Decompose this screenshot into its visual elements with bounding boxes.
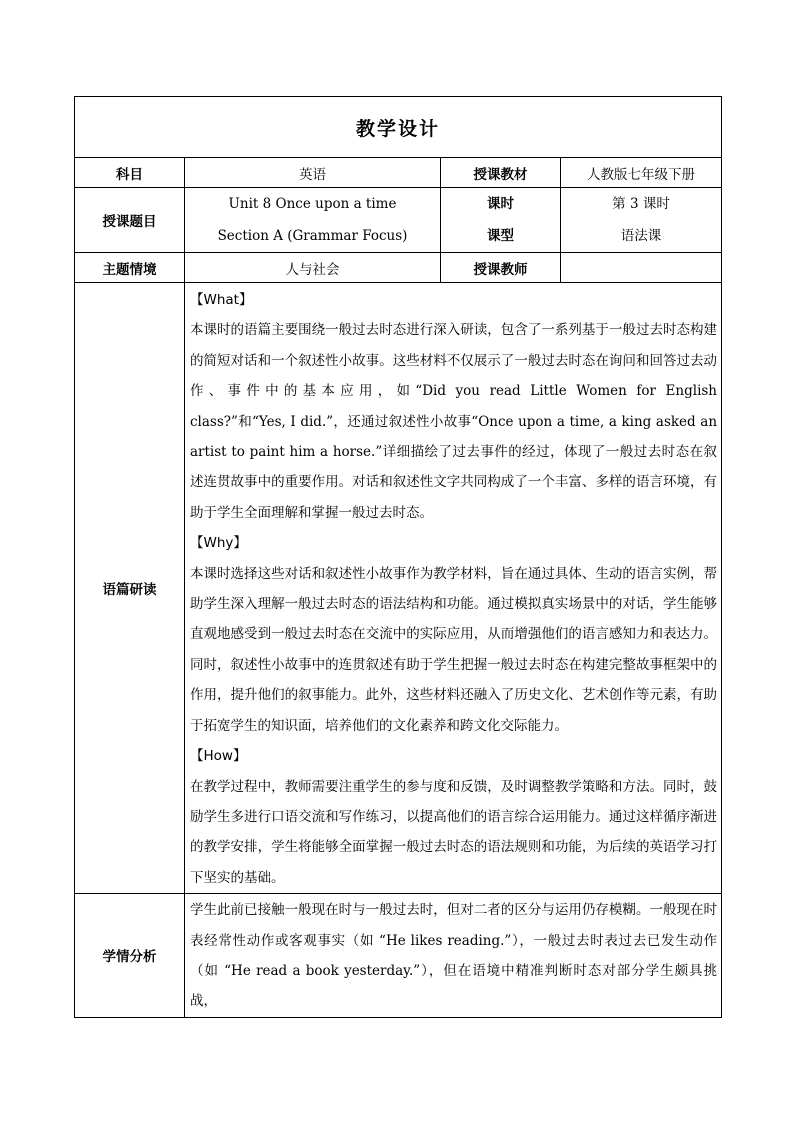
period-type-values <box>561 188 722 253</box>
period-type-labels <box>441 188 561 253</box>
text-study-content <box>185 283 722 894</box>
topic-value <box>185 188 441 253</box>
page-title: 教学设计 <box>75 97 722 158</box>
how-paragraph: 在教学过程中，教师需要注重学生的参与度和反馈，及时调整教学策略和方法。同时，鼓励学生多进行口语交流和写作练习，以提高他们的语言综合运用能力。通过这样循序渐进的教学安排，学生将能够全面掌握一般过去时态的语法规则和功能，为后续的英语学习打下坚实的基础。 <box>190 778 718 886</box>
analysis-content: 学生此前已接触一般现在时与一般过去时，但对二者的区分与运用仍存模糊。一般现在时表经常性动作或客观事实（如 “He likes reading.”），一般过去时表过去已发生动作（如 “He read a book yesterday.”），但在语境中精准判断时态对部分学生颇具挑战， <box>185 894 722 1018</box>
text-study-label: 语篇研读 <box>75 283 185 894</box>
period-label: 课时 <box>487 196 514 212</box>
type-label: 课型 <box>487 228 514 244</box>
subject-label: 科目 <box>75 158 185 188</box>
theme-value: 人与社会 <box>185 253 441 283</box>
textbook-label: 授课教材 <box>441 158 561 188</box>
textbook-value: 人教版七年级下册 <box>561 158 722 188</box>
period-value: 第 3 课时 <box>612 196 670 212</box>
subject-value: 英语 <box>185 158 441 188</box>
what-heading: 【What】 <box>190 292 253 308</box>
why-heading: 【Why】 <box>190 535 247 552</box>
theme-label: 主题情境 <box>75 253 185 283</box>
what-paragraph: 本课时的语篇主要围绕一般过去时态进行深入研读，包含了一系列基于一般过去时态构建的简短对话和一个叙述性小故事。这些材料不仅展示了一般过去时态在询问和回答过去动作、事件中的基本应用，如“Did you read Little Women for English class?”和“Yes, I did.”，还通过叙述性小故事“Once upon a time, a king asked an artist to paint him a horse.”详细描绘了过去事件的经过，体现了一般过去时态在叙述连贯故事中的重要作用。对话和叙述性文字共同构成了一个丰富、多样的语言环境，有助于学生全面理解和掌握一般过去时态。 <box>190 322 718 521</box>
type-value: 语法课 <box>620 228 662 244</box>
analysis-label: 学情分析 <box>75 894 185 1018</box>
teacher-label: 授课教师 <box>441 253 561 283</box>
lesson-design-table <box>74 96 722 1018</box>
topic-line-2: Section A (Grammar Focus) <box>217 228 408 244</box>
why-paragraph: 本课时选择这些对话和叙述性小故事作为教学材料，旨在通过具体、生动的语言实例，帮助学生深入理解一般过去时态的语法结构和功能。通过模拟真实场景中的对话，学生能够直观地感受到一般过去时态在交流中的实际应用，从而增强他们的语言感知力和表达力。同时，叙述性小故事中的连贯叙述有助于学生把握一般过去时态在构建完整故事框架中的作用，提升他们的叙事能力。此外，这些材料还融入了历史文化、艺术创作等元素，有助于拓宽学生的知识面，培养他们的文化素养和跨文化交际能力。 <box>190 565 718 734</box>
teacher-value <box>561 253 722 283</box>
topic-label: 授课题目 <box>75 188 185 253</box>
how-heading: 【How】 <box>190 748 247 765</box>
topic-line-1: Unit 8 Once upon a time <box>228 196 397 212</box>
